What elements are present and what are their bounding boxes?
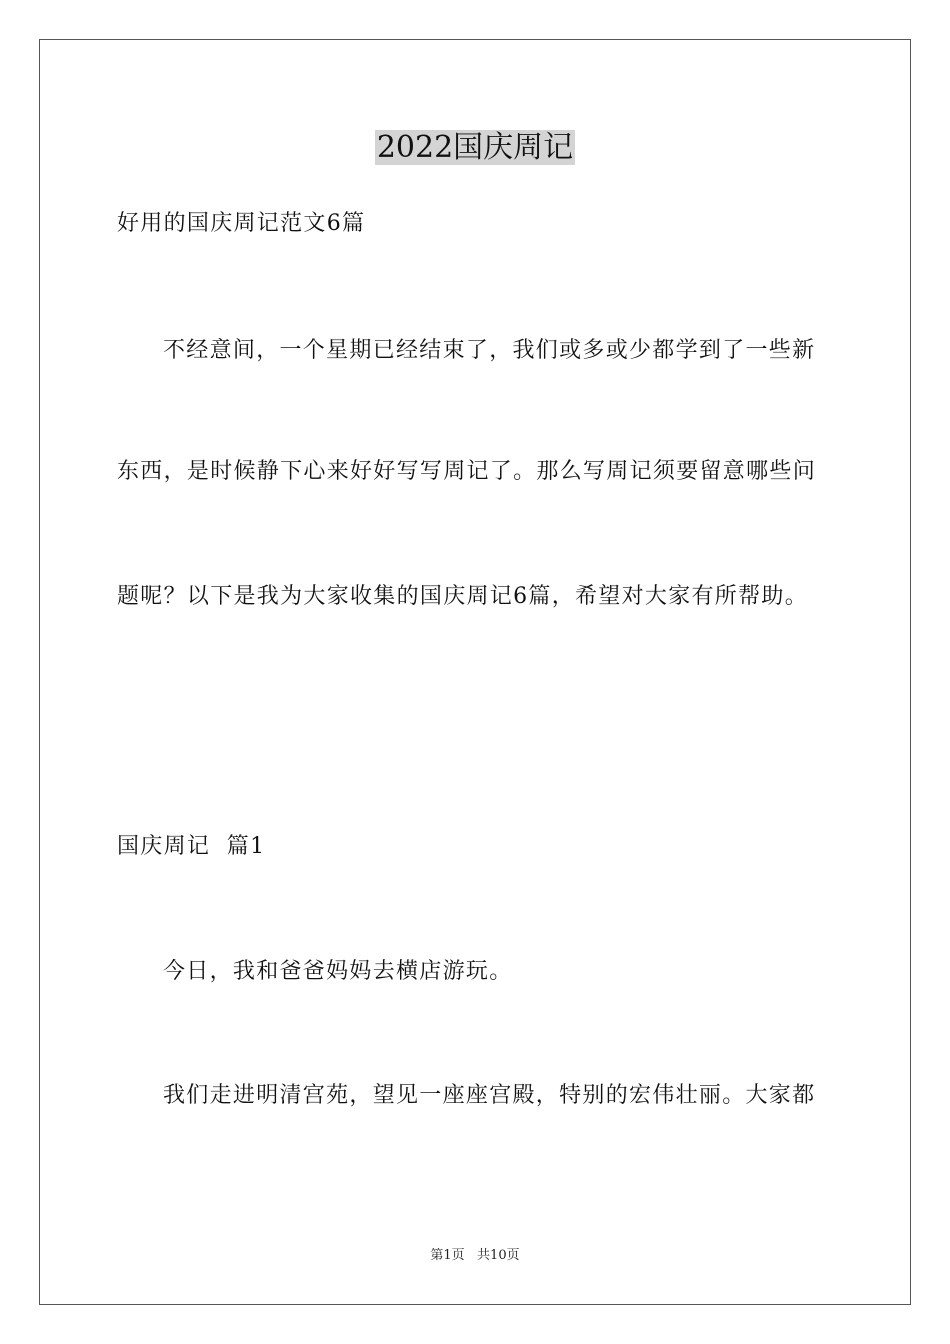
document-subtitle: 好用的国庆周记范文6篇 [117, 211, 366, 236]
document-title [0, 126, 950, 170]
intro-line-3: 题呢？以下是我为大家收集的国庆周记6篇，希望对大家有所帮助。 [117, 584, 808, 609]
document-title-text: 2022国庆周记 [376, 130, 574, 165]
intro-line-1: 不经意间，一个星期已经结束了，我们或多或少都学到了一些新 [163, 338, 816, 363]
page-footer: 第1页 共10页 [430, 1248, 520, 1263]
intro-line-2: 东西，是时候静下心来好好写写周记了。那么写周记须要留意哪些问 [117, 459, 817, 484]
section-line-2: 我们走进明清宫苑，望见一座座宫殿，特别的宏伟壮丽。大家都 [163, 1083, 816, 1108]
section-heading: 国庆周记 篇1 [117, 834, 266, 859]
section-line-1: 今日，我和爸爸妈妈去横店游玩。 [163, 959, 513, 984]
